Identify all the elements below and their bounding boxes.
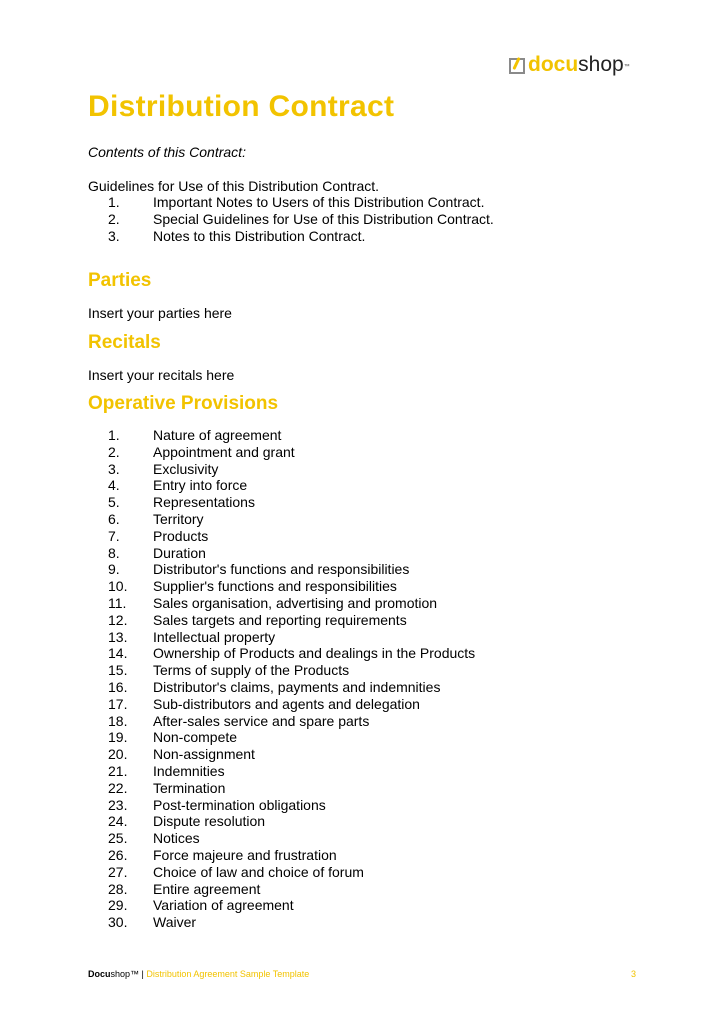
footer-brand-shop: shop™: [110, 969, 140, 979]
list-item-text: Notes to this Distribution Contract.: [153, 227, 366, 244]
list-item: [88, 696, 475, 713]
list-item-text: Ownership of Products and dealings in the Products: [153, 645, 476, 662]
list-item: [88, 477, 475, 494]
list-item: [88, 780, 475, 797]
list-item-text: Force majeure and frustration: [153, 846, 337, 863]
list-item-text: Sales organisation, advertising and promotion: [153, 594, 438, 611]
list-item-number: 23.: [108, 796, 128, 813]
list-item: [88, 427, 475, 444]
parties-text: Insert your parties here: [88, 305, 232, 321]
list-item-number: 20.: [108, 746, 128, 763]
list-item: [88, 713, 475, 730]
list-item-number: 14.: [108, 645, 128, 662]
list-item-number: 22.: [108, 779, 128, 796]
list-item-number: 2.: [108, 210, 120, 227]
operative-provisions-heading: Operative Provisions: [88, 393, 279, 414]
list-item-number: 3.: [108, 227, 120, 244]
operative-provisions-list: [88, 427, 475, 931]
footer-brand-docu: Docu: [88, 969, 111, 979]
guidelines-heading: Guidelines for Use of this Distribution Contract.: [88, 178, 380, 194]
list-item-number: 28.: [108, 880, 128, 897]
footer-subtitle: Distribution Agreement Sample Template: [146, 969, 310, 979]
contents-label: Contents of this Contract:: [88, 144, 246, 160]
list-item-number: 3.: [108, 460, 120, 477]
list-item: [88, 729, 475, 746]
list-item: [88, 679, 475, 696]
list-item: [88, 763, 475, 780]
list-item-text: Representations: [153, 494, 255, 511]
list-item-number: 2.: [108, 443, 120, 460]
list-item-text: Distributor's claims, payments and indemnities: [153, 678, 441, 695]
list-item-number: 9.: [108, 561, 120, 578]
list-item-number: 21.: [108, 762, 128, 779]
list-item-text: Supplier's functions and responsibilities: [153, 578, 397, 595]
list-item: [88, 461, 475, 478]
list-item-number: 6.: [108, 510, 120, 527]
list-item-text: Post-termination obligations: [153, 796, 326, 813]
list-item: [88, 545, 475, 562]
list-item: [88, 897, 475, 914]
list-item-text: Terms of supply of the Products: [153, 662, 350, 679]
list-item: [88, 444, 475, 461]
list-item: [88, 629, 475, 646]
list-item-text: Special Guidelines for Use of this Distribution Contract.: [153, 210, 494, 227]
list-item: [88, 881, 475, 898]
list-item-text: Variation of agreement: [153, 897, 294, 914]
list-item-text: Dispute resolution: [153, 813, 266, 830]
list-item-text: Non-assignment: [153, 746, 255, 763]
list-item: [88, 494, 475, 511]
list-item-text: After-sales service and spare parts: [153, 712, 370, 729]
list-item-number: 11.: [108, 594, 127, 611]
list-item-number: 17.: [108, 695, 128, 712]
list-item-number: 10.: [108, 578, 128, 595]
list-item: [88, 813, 475, 830]
logo-tm: ™: [623, 64, 630, 70]
list-item-text: Territory: [153, 510, 204, 527]
footer-separator: |: [139, 969, 147, 979]
list-item: [88, 847, 475, 864]
document-title: Distribution Contract: [88, 90, 395, 123]
list-item: [88, 645, 475, 662]
list-item: [88, 211, 494, 228]
list-item: [88, 528, 475, 545]
list-item: [88, 578, 475, 595]
page-number: 3: [630, 969, 636, 979]
pencil-document-icon: [509, 58, 525, 74]
list-item: [88, 746, 475, 763]
list-item-number: 24.: [108, 813, 128, 830]
list-item-text: Sales targets and reporting requirements: [153, 611, 407, 628]
list-item: [88, 561, 475, 578]
list-item-text: Appointment and grant: [153, 443, 295, 460]
list-item-text: Products: [153, 527, 209, 544]
list-item-number: 1.: [108, 427, 120, 443]
list-item-number: 7.: [108, 527, 120, 544]
list-item-number: 27.: [108, 863, 128, 880]
list-item-number: 29.: [108, 897, 128, 914]
list-item-number: 15.: [108, 662, 128, 679]
list-item-number: 5.: [108, 494, 120, 511]
list-item-number: 19.: [108, 729, 128, 746]
list-item-text: Indemnities: [153, 762, 225, 779]
list-item-number: 8.: [108, 544, 120, 561]
list-item-text: Exclusivity: [153, 460, 219, 477]
recitals-text: Insert your recitals here: [88, 367, 235, 383]
footer-label: [88, 969, 309, 980]
list-item: [88, 662, 475, 679]
list-item-text: Duration: [153, 544, 206, 561]
parties-heading: Parties: [88, 270, 152, 291]
list-item-text: Entry into force: [153, 477, 248, 494]
recitals-heading: Recitals: [88, 332, 161, 353]
list-item: [88, 595, 475, 612]
list-item-text: Waiver: [153, 914, 197, 931]
list-item: [88, 914, 475, 931]
list-item-number: 12.: [108, 611, 128, 628]
list-item-text: Sub-distributors and agents and delegation: [153, 695, 420, 712]
list-item-text: Distributor's functions and responsibilities: [153, 561, 410, 578]
list-item-number: 30.: [108, 914, 128, 931]
list-item: [88, 511, 475, 528]
list-item-number: 13.: [108, 628, 128, 645]
list-item-number: 18.: [108, 712, 128, 729]
list-item-text: Notices: [153, 830, 200, 847]
list-item-number: 1.: [108, 194, 120, 210]
list-item-text: Choice of law and choice of forum: [153, 863, 364, 880]
list-item: [88, 194, 494, 211]
list-item-text: Termination: [153, 779, 226, 796]
list-item-text: Important Notes to Users of this Distribution Contract.: [153, 194, 485, 210]
list-item: [88, 864, 475, 881]
list-item-text: Entire agreement: [153, 880, 261, 897]
list-item-text: Non-compete: [153, 729, 238, 746]
docushop-logo: [509, 52, 630, 78]
list-item: [88, 797, 475, 814]
list-item: [88, 830, 475, 847]
list-item-text: Intellectual property: [153, 628, 276, 645]
logo-wordmark: [528, 52, 630, 78]
guidelines-list: [88, 194, 494, 244]
list-item-number: 26.: [108, 846, 128, 863]
list-item-number: 25.: [108, 830, 128, 847]
list-item: [88, 612, 475, 629]
list-item-number: 16.: [108, 678, 128, 695]
logo-docu: docu: [528, 53, 579, 76]
list-item-number: 4.: [108, 477, 120, 494]
page-footer: [88, 969, 636, 980]
logo-shop: shop: [578, 53, 624, 76]
list-item-text: Nature of agreement: [153, 427, 282, 443]
list-item: [88, 228, 494, 245]
